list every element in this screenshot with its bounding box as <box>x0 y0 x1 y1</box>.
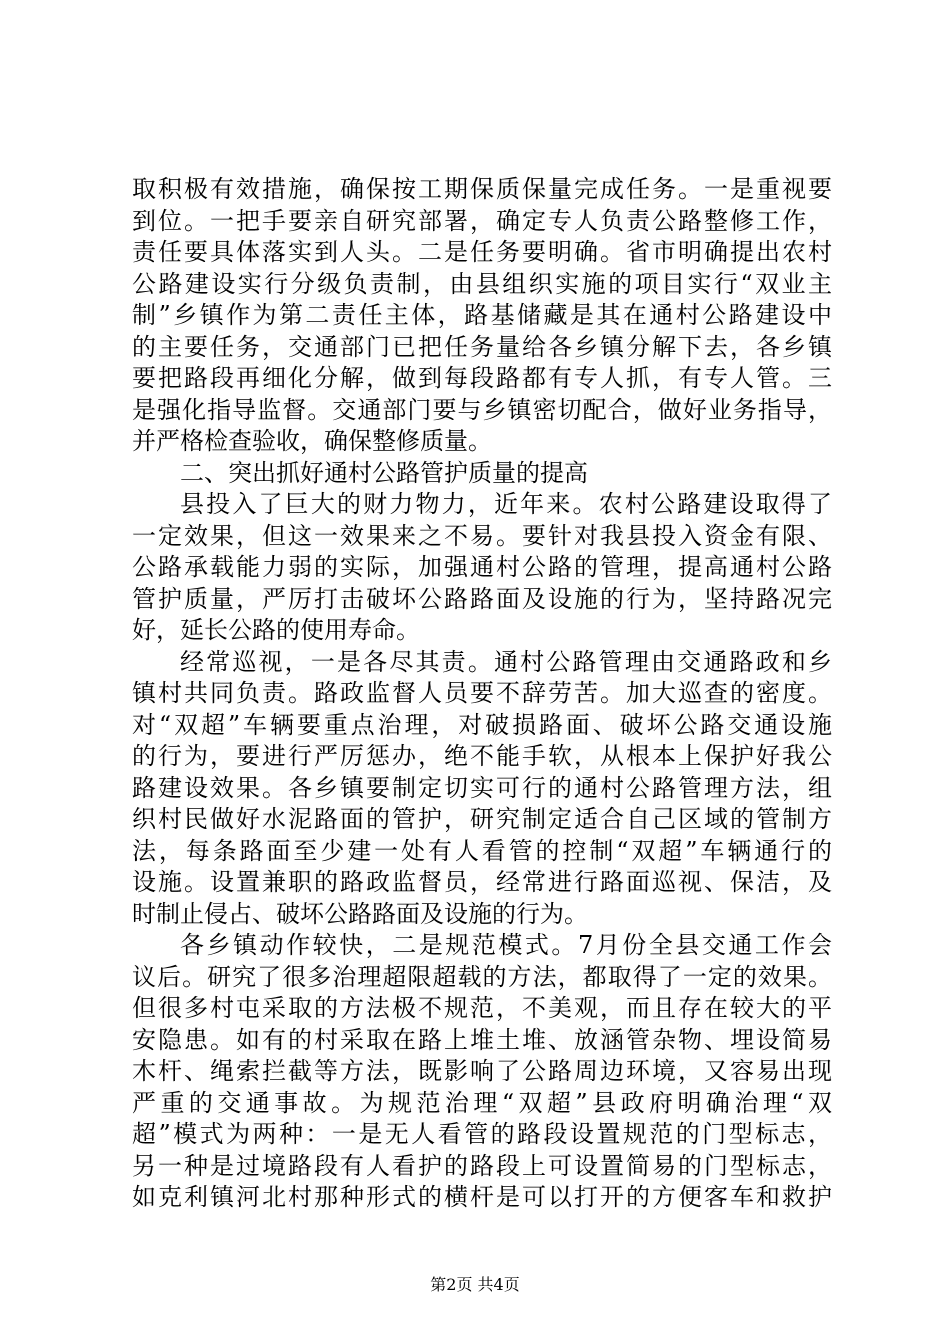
text-line: 到位。一把手要亲自研究部署，确定专人负责公路整修工作， <box>132 206 832 235</box>
text-line: 公路建设实行分级负责制，由县组织实施的项目实行“双业主 <box>132 269 832 298</box>
text-line: 的主要任务，交通部门已把任务量给各乡镇分解下去，各乡镇 <box>132 332 832 361</box>
text-line: 是强化指导监督。交通部门要与乡镇密切配合，做好业务指导， <box>132 395 832 424</box>
text-line: 木杆、绳索拦截等方法，既影响了公路周边环境，又容易出现 <box>132 1057 832 1085</box>
text-line: 好，延长公路的使用寿命。 <box>132 616 420 644</box>
text-line: 并严格检查验收，确保整修质量。 <box>132 427 492 455</box>
text-line: 一定效果，但这一效果来之不易。要针对我县投入资金有限、 <box>132 521 832 550</box>
text-line: 但很多村屯采取的方法极不规范，不美观，而且存在较大的平 <box>132 994 832 1022</box>
text-line: 安隐患。如有的村采取在路上堆土堆、放涵管杂物、埋设简易 <box>132 1025 832 1054</box>
text-line: 超”模式为两种：一是无人看管的路段设置规范的门型标志， <box>132 1120 832 1148</box>
text-line: 议后。研究了很多治理超限超载的方法，都取得了一定的效果。 <box>132 962 832 991</box>
text-line: 取积极有效措施，确保按工期保质保量完成任务。一是重视要 <box>132 175 832 203</box>
text-line: 严重的交通事故。为规范治理“双超”县政府明确治理“双 <box>132 1088 832 1117</box>
body-text <box>132 174 832 1214</box>
text-line: 镇村共同负责。路政监督人员要不辞劳苦。加大巡查的密度。 <box>132 679 832 707</box>
text-line: 织村民做好水泥路面的管护，研究制定适合自己区域的管制方 <box>132 805 832 833</box>
page-footer: 第2页 共4页 <box>430 1275 520 1294</box>
text-line: 对“双超”车辆要重点治理，对破损路面、破坏公路交通设施 <box>132 710 832 739</box>
text-line: 时制止侵占、破坏公路路面及设施的行为。 <box>132 899 588 928</box>
text-line: 另一种是过境路段有人看护的路段上可设置简易的门型标志， <box>132 1151 832 1180</box>
text-line: 二、突出抓好通村公路管护质量的提高 <box>180 458 588 487</box>
text-line: 制”乡镇作为第二责任主体，路基储藏是其在通村公路建设中 <box>132 301 832 329</box>
text-line: 县投入了巨大的财力物力，近年来。农村公路建设取得了 <box>180 490 832 518</box>
text-line: 如克利镇河北村那种形式的横杆是可以打开的方便客车和救护 <box>132 1183 832 1211</box>
text-line: 公路承载能力弱的实际，加强通村公路的管理，提高通村公路 <box>132 553 832 581</box>
text-line: 管护质量，严厉打击破坏公路路面及设施的行为，坚持路况完 <box>132 584 832 613</box>
text-line: 各乡镇动作较快，二是规范模式。7月份全县交通工作会 <box>180 931 832 959</box>
text-line: 经常巡视，一是各尽其责。通村公路管理由交通路政和乡 <box>180 647 832 676</box>
text-line: 法，每条路面至少建一处有人看管的控制“双超”车辆通行的 <box>132 836 832 865</box>
text-line: 的行为，要进行严厉惩办，绝不能手软，从根本上保护好我公 <box>132 742 832 770</box>
text-line: 责任要具体落实到人头。二是任务要明确。省市明确提出农村 <box>132 238 832 266</box>
text-line: 要把路段再细化分解，做到每段路都有专人抓，有专人管。三 <box>132 364 832 392</box>
text-line: 设施。设置兼职的路政监督员，经常进行路面巡视、保洁，及 <box>132 868 832 896</box>
text-line: 路建设效果。各乡镇要制定切实可行的通村公路管理方法，组 <box>132 773 832 802</box>
